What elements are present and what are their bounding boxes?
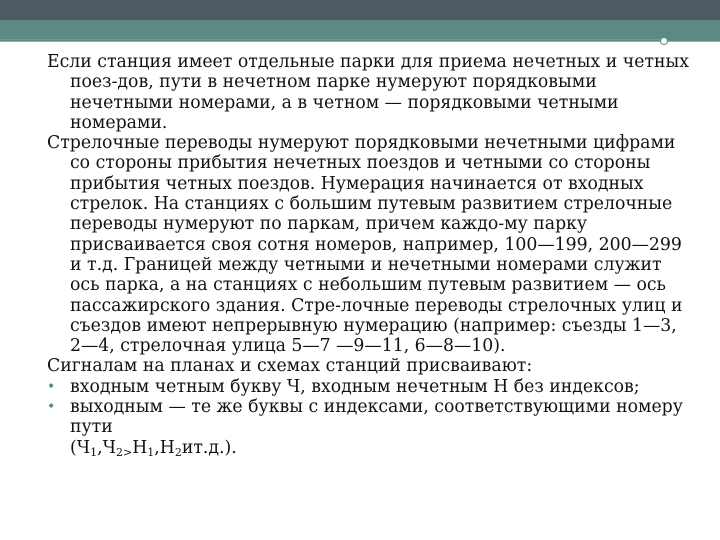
header-rule-lower (0, 41, 720, 42)
paragraph-switch-numbering: Стрелочные переводы нумеруют порядковыми нечетными цифрами со стороны прибытия нечетных поездов и четными со стороны прибытия четных поездов. Нумерация начинается от входных стрелок. На станциях с большим путевым развитием стрелочные переводы нумеруют по паркам, причем каждо-му парку присваивается своя сотня номеров, например, 100—199, 200—299 и т.д. Границей между четными и нечетными номерами служит ось парка, а на станциях с небольшим путевым развитием — ось пассажирского здания. Стре-лочные переводы стрелочных улиц и съездов имеют непрерывную нумерацию (например: съезды 1—3, 2—4, стрелочная улица 5—7 —9—11, 6—8—10). (47, 133, 683, 357)
bullet-item-exit-signals (47, 397, 692, 458)
signal-index-formula: $(Ч_1,Ч_{2>}Н_1,Н_2ит.д.)$. (70, 437, 237, 459)
paragraph-signals-intro: Сигналам на планах и схемах станций присваивают: (47, 356, 533, 377)
bullet-item-entry-signals (47, 377, 692, 397)
slide-body (47, 52, 692, 458)
bullet-text: входным четным букву Ч, входным нечетным Н без индексов; (70, 376, 640, 397)
paragraph-track-numbering: Если станция имеет отдельные парки для приема нечетных и четных поез-дов, пути в нечетном парке нумеруют порядковыми нечетными номерами, а в четном — порядковыми четными номерами. (47, 52, 690, 133)
bullet-dot-icon: • (47, 378, 56, 395)
header-rule-upper (0, 39, 661, 40)
top-title-bar (0, 0, 720, 20)
header-ornament-dot (660, 37, 668, 45)
bullet-text: выходным — те же буквы с индексами, соответствующими номеру пути (70, 397, 683, 438)
bullet-dot-icon: • (47, 399, 56, 416)
accent-band (0, 20, 720, 41)
